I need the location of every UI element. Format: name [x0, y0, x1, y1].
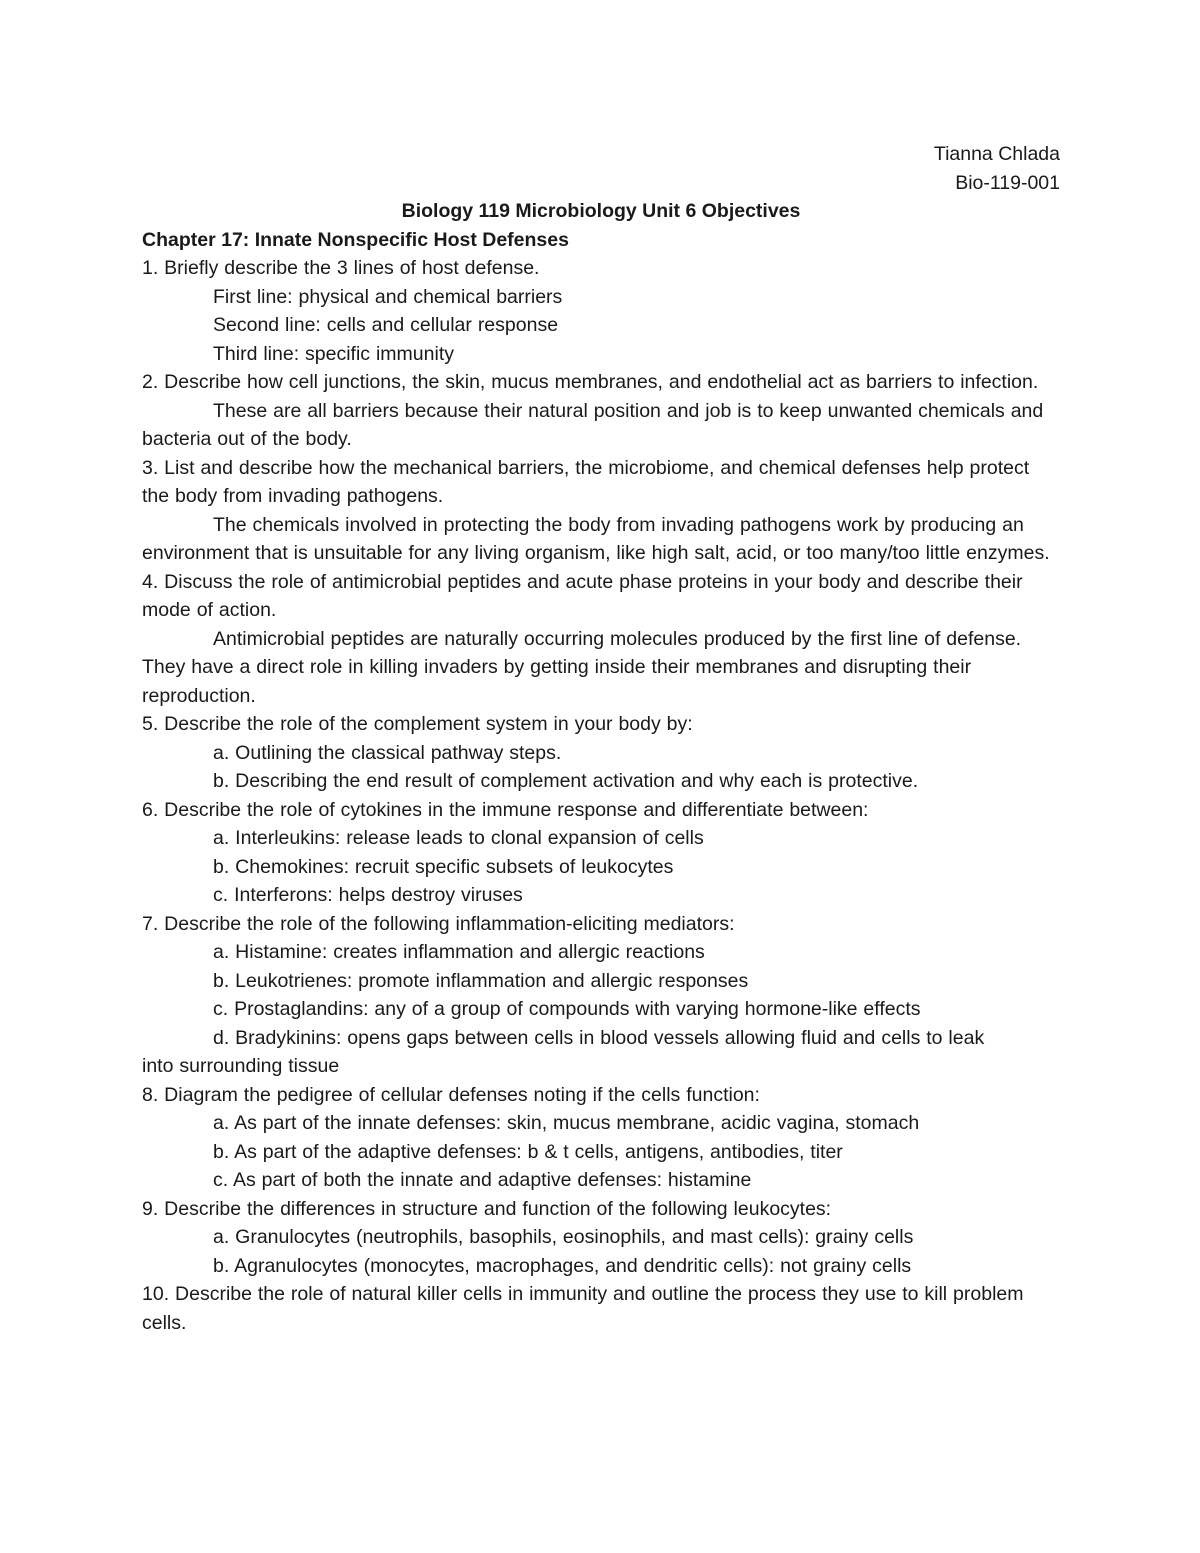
- answer-1-line-3: Third line: specific immunity: [213, 342, 454, 365]
- question-8: 8. Diagram the pedigree of cellular defenses noting if the cells function:: [142, 1083, 760, 1106]
- question-6-item-b: b. Chemokines: recruit specific subsets of leukocytes: [213, 855, 674, 878]
- chapter-heading: Chapter 17: Innate Nonspecific Host Defenses: [142, 228, 569, 251]
- question-8-item-c: c. As part of both the innate and adaptive defenses: histamine: [213, 1169, 752, 1191]
- question-5-item-b: b. Describing the end result of complement activation and why each is protective.: [213, 770, 919, 792]
- answer-1-line-2: Second line: cells and cellular response: [213, 314, 559, 336]
- question-5: 5. Describe the role of the complement system in your body by:: [142, 713, 693, 735]
- answer-1-line-1: First line: physical and chemical barriers: [213, 285, 563, 308]
- question-5-item-a: a. Outlining the classical pathway steps.: [213, 741, 562, 764]
- question-8-item-b: b. As part of the adaptive defenses: b & t cells, antigens, antibodies, titer: [213, 1140, 843, 1163]
- question-3: 3. List and describe how the mechanical barriers, the microbiome, and chemical defenses help protect the body from invading pathogens.: [142, 456, 1030, 507]
- question-2: 2. Describe how cell junctions, the skin, mucus membranes, and endothelial act as barriers to infection.: [142, 371, 1039, 393]
- course-code: Bio-119-001: [955, 171, 1060, 194]
- question-10: 10. Describe the role of natural killer cells in immunity and outline the process they use to kill problem cells.: [142, 1283, 1024, 1334]
- question-9-item-a: a. Granulocytes (neutrophils, basophils, eosinophils, and mast cells): grainy cells: [213, 1226, 914, 1248]
- answer-2: These are all barriers because their natural position and job is to keep unwanted chemicals and bacteria out of the body.: [142, 399, 1044, 450]
- question-7-item-d-continued: into surrounding tissue: [142, 1055, 340, 1077]
- answer-4: Antimicrobial peptides are naturally occurring molecules produced by the first line of defense. They have a direct role in killing invaders by getting inside their membranes and disrupting their reproduction.: [142, 627, 1022, 707]
- question-4: 4. Discuss the role of antimicrobial peptides and acute phase proteins in your body and describe their mode of action.: [142, 570, 1023, 621]
- question-6-item-a: a. Interleukins: release leads to clonal expansion of cells: [213, 827, 704, 849]
- question-9: 9. Describe the differences in structure and function of the following leukocytes:: [142, 1197, 832, 1220]
- question-8-item-a: a. As part of the innate defenses: skin, mucus membrane, acidic vagina, stomach: [213, 1112, 920, 1134]
- question-6-item-c: c. Interferons: helps destroy viruses: [213, 884, 523, 906]
- question-7-item-d: d. Bradykinins: opens gaps between cells in blood vessels allowing fluid and cells to leak: [213, 1026, 985, 1049]
- question-7-item-c: c. Prostaglandins: any of a group of compounds with varying hormone-like effects: [213, 998, 921, 1020]
- question-7-item-a: a. Histamine: creates inflammation and allergic reactions: [213, 941, 705, 963]
- question-7: 7. Describe the role of the following inflammation-eliciting mediators:: [142, 912, 735, 935]
- document-page: [142, 140, 1060, 1337]
- document-title: Biology 119 Microbiology Unit 6 Objectives: [401, 200, 801, 222]
- author-name: Tianna Chlada: [933, 143, 1060, 165]
- question-6: 6. Describe the role of cytokines in the immune response and differentiate between:: [142, 798, 869, 821]
- question-1: 1. Briefly describe the 3 lines of host defense.: [142, 257, 540, 279]
- answer-3: The chemicals involved in protecting the body from invading pathogens work by producing an environment that is unsuitable for any living organism, like high salt, acid, or too many/too little enzymes.: [142, 513, 1050, 564]
- question-7-item-b: b. Leukotrienes: promote inflammation and allergic responses: [213, 969, 749, 992]
- question-9-item-b: b. Agranulocytes (monocytes, macrophages, and dendritic cells): not grainy cells: [213, 1254, 912, 1277]
